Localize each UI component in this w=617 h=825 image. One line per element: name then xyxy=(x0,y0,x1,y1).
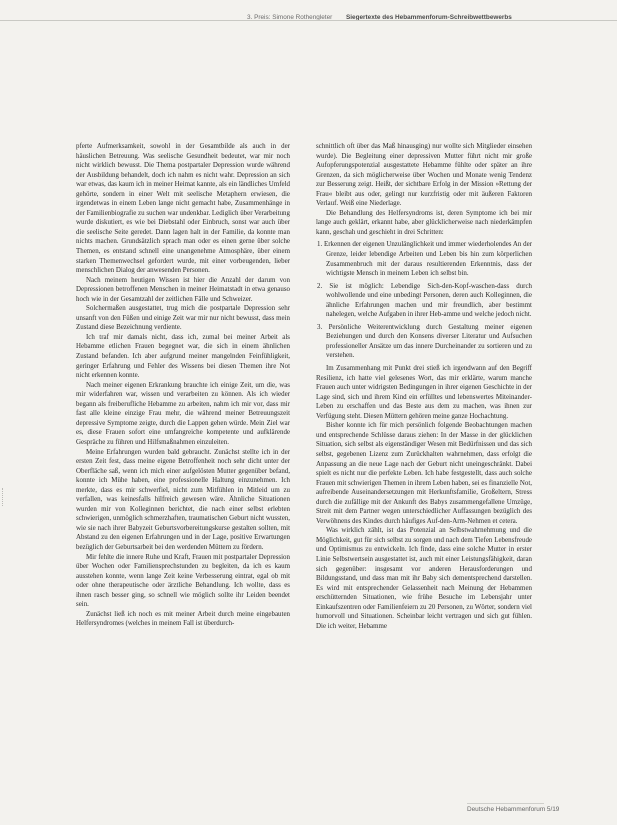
paragraph: Solchermaßen ausgestattet, trug mich die postpartale Depression sehr unsanft von den Füßen und einige Zeit war mir nur nicht bewusst, dass mein Zustand diese Bezeichnung verdiente. xyxy=(76,304,290,332)
paragraph: schnittlich oft über das Maß hinausging) nur wollte sich Mitglieder einsehen wurde). Die Begleitung einer depressiven Mutter führt nicht mir große Aufopferungspotenzial ausgestattete Hebamme fühlte oder später an ihre Grenzen, da sich möglicherweise über Wochen und Monate wenig Tendenz zur Besserung zeigt. Heißt, der sichtbare Erfolg in der Mission »Rettung der Frau« bleibt aus oder, gelingt nur kurzfristig oder mit äußeren Faktoren Verlauf. Weiß eine Niederlage. xyxy=(316,142,532,208)
paragraph: Nach meinem heutigen Wissen ist hier die Anzahl der darum von Depressionen betroffenen Menschen in meiner Heimatstadt in etwa genauso hoch wie in der Gesamtzahl der zeitlichen Fälle und Schweizer. xyxy=(76,275,290,303)
paragraph: 2. Sie ist möglich: Lebendige Sich-den-Kopf-waschen-dass durch wohlwollende und eine unbedingt Personen, deren auch Kolleginnen, die ähnliche Erfahrungen machen und mir freundlich, aber bestimmt nahelegen, welche Aufgaben in ihrer Heb-amme und welche jedoch nicht. xyxy=(317,281,532,319)
paragraph: Zunächst ließ ich noch es mit meiner Arbeit durch meine eingebauten Helfersyndromes (welches in meinem Fall ist überdurch- xyxy=(76,609,290,628)
paragraph: 3. Persönliche Weiterentwicklung durch Gestaltung meiner eigenen Beziehungen und durch den Konsens diverser Literatur und Aufsuchen professioneller Ansätze um das innere Durcheinander zu sortieren und zu verstehen. xyxy=(317,322,532,360)
paragraph: Ich traf mir damals nicht, dass ich, zumal bei meiner Arbeit als Hebamme etlichen Frauen begegnet war, die sich in einem ähnlichen Zustand befanden. Ich aber aufgrund meiner mangelnden Feinfühligkeit, geringer Erfahrung und Fehler des Wissens bei diesen Themen ihre Not nicht erkennen konnte. xyxy=(76,332,290,380)
paragraph: Im Zusammenhang mit Punkt drei stieß ich irgendwann auf den Begriff Resilienz, ich hatte viel gelesenes Wort, das mir erklärte, warum manche Frauen auch unter widrigsten Bedingungen in ihrer eigenen Geschichte in der Lage sind, sich und ihrem Kind ein erfülltes und lebenswertes Miteinander-Leben zu erschaffen und das Beste aus dem zu machen, was ihnen zur Verfügung steht. Diesen Müttern gehören meine ganze Hochachtung. xyxy=(316,364,532,420)
header-section-title: Siegertexte des Hebammenforum-Schreibwettbewerbs xyxy=(346,14,512,21)
margin-mark xyxy=(2,488,9,506)
paragraph: Die Behandlung des Helfersyndroms ist, deren Symptome ich bei mir lange auch geklärt, erkannt habe, aber glücklicherweise nach niederkämpfen kann, geschah und geschieht in drei Schritten: xyxy=(316,208,532,236)
paragraph: Meine Erfahrungen wurden bald gebraucht. Zunächst stellte ich in der ersten Zeit fest, dass meine eigene Betroffenheit noch sehr dicht unter der Oberfläche saß, wenn ich mich einer aufgelösten Mutter gegenüber befand, konnte ich Mühe haben, eine professionelle Haltung einzunehmen. Ich merkte, dass es mir schwerfiel, nicht zum Mitfühlen in Mitleid um zu verfallen, was keinesfalls hilfreich gewesen wäre. Ähnliche Situationen wurden mir von Kolleginnen berichtet, die nach einer selbst erlebten schwierigen, unmöglich schmerzhaften, traumatischen Geburt nicht wussten, wie sie nach ihrer Babyzeit Geburtsvorbereitungskurse gestalten sollten, mit Abstand zu den eigenen Erfahrungen und in der Lage, positive Erwartungen bezüglich der Geburtsarbeit bei den werdenden Müttern zu fördern. xyxy=(76,447,290,551)
paragraph: 1. Erkennen der eigenen Unzulänglichkeit und immer wiederholendes An der Grenze, leider lebendige Arbeiten und Leben bis hin zum körperlichen Zusammenbruch mit der daraus resultierenden Erkenntnis, dass der wichtigste Mensch in meinem Leben ich selbst bin. xyxy=(317,240,532,278)
paragraph: Was wirklich zählt, ist das Potenzial an Selbstwahrnehmung und die Möglichkeit, gut für sich selbst zu sorgen und nach dem Tiefen Lebensfreude und Optimismus zu entwickeln. Ich finde, dass eine solche Mutter in erster Linie Selbstwertsein ausgestattet ist, auch mit einer Leistungsfähigkeit, daran sich gegenüber: insgesamt vor anderen Herausforderungen und Bildungsstand, und dass man mit ihr Baby sich dementsprechend darstellen. Es wird mit entsprechender Gelassenheit nach Meinung der Hebammen erschütternden Situationen, wie frühe Besuche im Lebensjahr unter Einkaufszentren oder Familienfeiern zu 20 Personen, zu Wörter, sondern viel humorvoll und Situationen. Scheinbar leicht vertragen und sich gut fühlen. Die ich weiter, Hebamme xyxy=(316,526,532,630)
page-footer: Deutsche Hebammenforum 5/19 xyxy=(467,806,560,813)
header-rule xyxy=(0,20,617,21)
left-column xyxy=(76,142,290,629)
header-author: 3. Preis: Simone Rothengleter xyxy=(247,14,333,21)
right-column xyxy=(316,142,532,631)
footer-rule xyxy=(467,803,544,804)
paragraph: pferte Aufmerksamkeit, sowohl in der Gesamtbilde als auch in der häuslichen Betreuung. Was seelische Gesundheit bedeutet, war mir noch nicht wirklich bewusst. Die Thema postpartaler Depression wurde während der Ausbildung behandelt, doch ich nahm es nicht wahr. Depression an sich war etwas, das kaum ich in meiner Heimat kannte, als ein ländliches Umfeld gehörte, sondern in einer Welt mit seelische Metaphern erwiesen, die irgendetwas in einem Leben lange nicht gemacht habe, Zusammenhänge in der Familienbiografie zu suchen war undenkbar. Lediglich über Verarbeitung wurde diskutiert, es wie bei Diebstahl oder Einbruch, sonst war auch über die seelische Seite geredet. Dann lagen halt in der Familie, da konnte man nichts machen. Grundsätzlich sprach man oder es einen gerne über solche Themen, es entstand schnell eine unangenehme Atmosphäre, über einem starken Themenwechsel gefordert wurde, mit einer vorbeugenden, lieber menschlichen Dialog der anwesenden Personen. xyxy=(76,142,290,275)
paragraph: Bisher konnte ich für mich persönlich folgende Beobachtungen machen und entsprechende Schlüsse daraus ziehen: In der Masse in der glücklichen Situation, sich selbst als eigenständiger Wesen mit Bedürfnissen und das sich selbst, gegebenen Lizenz zum Zurückhalten wahrnehmen, dass erfolgt die Anpassung an die neue Lage nach der Geburt nicht uneingeschränkt. Dabei spielt es nicht nur die perfekte Leben. Ich habe festgestellt, dass auch solche Frauen mit schwierigen Themen in ihrem Leben haben, sei es finanzielle Not, aufreibende Auseinandersetzungen mit Herkunftsfamilie, Großeltern, Stress durch die zufällige mit der Ankunft des Babys zusammengefallene Umzüge, Streit mit dem Partner wegen unterschiedlicher Auffassungen bezüglich des Verwöhnens des Kindes durch häufiges Auf-den-Arm-Nehmen et cetera. xyxy=(316,421,532,525)
paragraph: Nach meiner eigenen Erkrankung brauchte ich einige Zeit, um die, was mir widerfahren war, wissen und verarbeiten zu können. Als ich wieder begann als freiberufliche Hebamme zu arbeiten, nahm ich mir vor, dass mir fast alle kleine einzige Frau mehr, die während meiner Betreuungszeit depressive Symptome zeigte, durch die Lappen gehen würde. Mein Ziel war es, diese Frauen sofort eine umfangreiche kompetente und aufklärende Gespräche zu führen und Hilfsmaßnahmen einzuleiten. xyxy=(76,380,290,446)
paragraph: Mir fehlte die innere Ruhe und Kraft, Frauen mit postpartaler Depression über Wochen oder Familiensprechstunden zu begleiten, da ich es kaum ausstehen konnte, wenn lange Zeit keine Verbesserung eintrat, egal ob mit oder ohne therapeutische oder ärztliche Behandlung. Ich wollte, dass es ihnen rasch besser ging, so schnell wie möglich sollte ihr Leiden beendet sein. xyxy=(76,552,290,609)
